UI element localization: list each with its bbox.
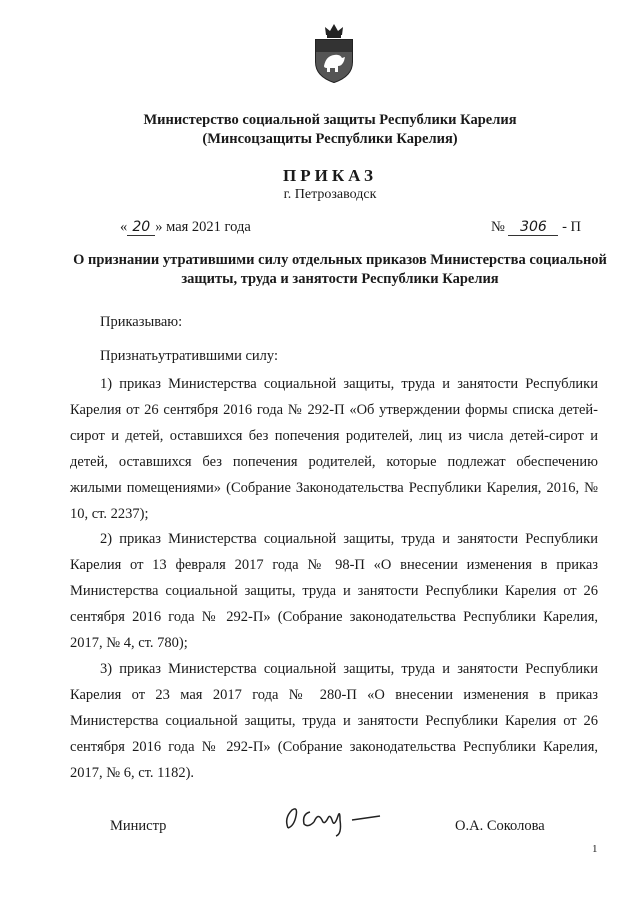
signatory-title: Министр <box>110 818 167 834</box>
order-title: ПРИКАЗ <box>283 166 377 185</box>
ministry-name: Министерство социальной защиты Республики Карелия <box>143 112 517 128</box>
recognize-text: Признатьутратившими силу: <box>100 348 279 364</box>
date-open-quote: « <box>120 219 128 235</box>
order-subject: О признании утратившими силу отдельных приказов Министерства социальной защиты, труда и занятости Республики Карелия <box>73 252 607 287</box>
karelia-coat-of-arms-icon <box>312 22 356 84</box>
order-word: Приказываю: <box>100 314 183 330</box>
city: г. Петрозаводск <box>283 187 377 202</box>
list-item: 1) приказ Министерства социальной защиты, труда и занятости Республики Карелия от 26 сентября 2016 года № 292-П «Об утверждении формы списка детей-сирот и детей, оставшихся без попечения родителей, лиц из числа детей-сирот и детей, оставшихся без попечения родителей, которые подлежат обеспечению жилыми помещениями» (Собрание Законодательства Республики Карелия, 2016, № 10, ст. 2237); <box>70 376 598 522</box>
order-date <box>120 219 251 236</box>
handwritten-signature-icon <box>280 798 390 838</box>
list-item: 3) приказ Министерства социальной защиты, труда и занятости Республики Карелия от 23 мая 2017 года № 280-П «О внесении изменения в приказ Министерства социальной защиты, труда и занятости Республики Карелия от 26 сентября 2016 года № 292-П» (Собрание законодательства Республики Карелия, 2017, № 6, ст. 1182). <box>70 661 598 781</box>
date-day: 20 <box>127 220 155 236</box>
number-prefix: № <box>491 219 505 235</box>
page-number: 1 <box>592 843 598 855</box>
date-close-quote: » <box>155 219 163 235</box>
number-suffix: - П <box>562 219 582 235</box>
ministry-short-name: (Минсоцзащиты Республики Карелия) <box>202 131 458 147</box>
order-number <box>491 219 581 236</box>
number-value: 306 <box>508 220 558 236</box>
signatory-name: О.А. Соколова <box>455 818 545 834</box>
list-item: 2) приказ Министерства социальной защиты, труда и занятости Республики Карелия от 13 февраля 2017 года № 98-П «О внесении изменения в приказ Министерства социальной защиты, труда и занятости Республики Карелия от 26 сентября 2016 года № 292-П» (Собрание законодательства Республики Карелия, 2017, № 4, ст. 780); <box>70 531 598 651</box>
date-month-year: мая 2021 года <box>166 219 251 235</box>
